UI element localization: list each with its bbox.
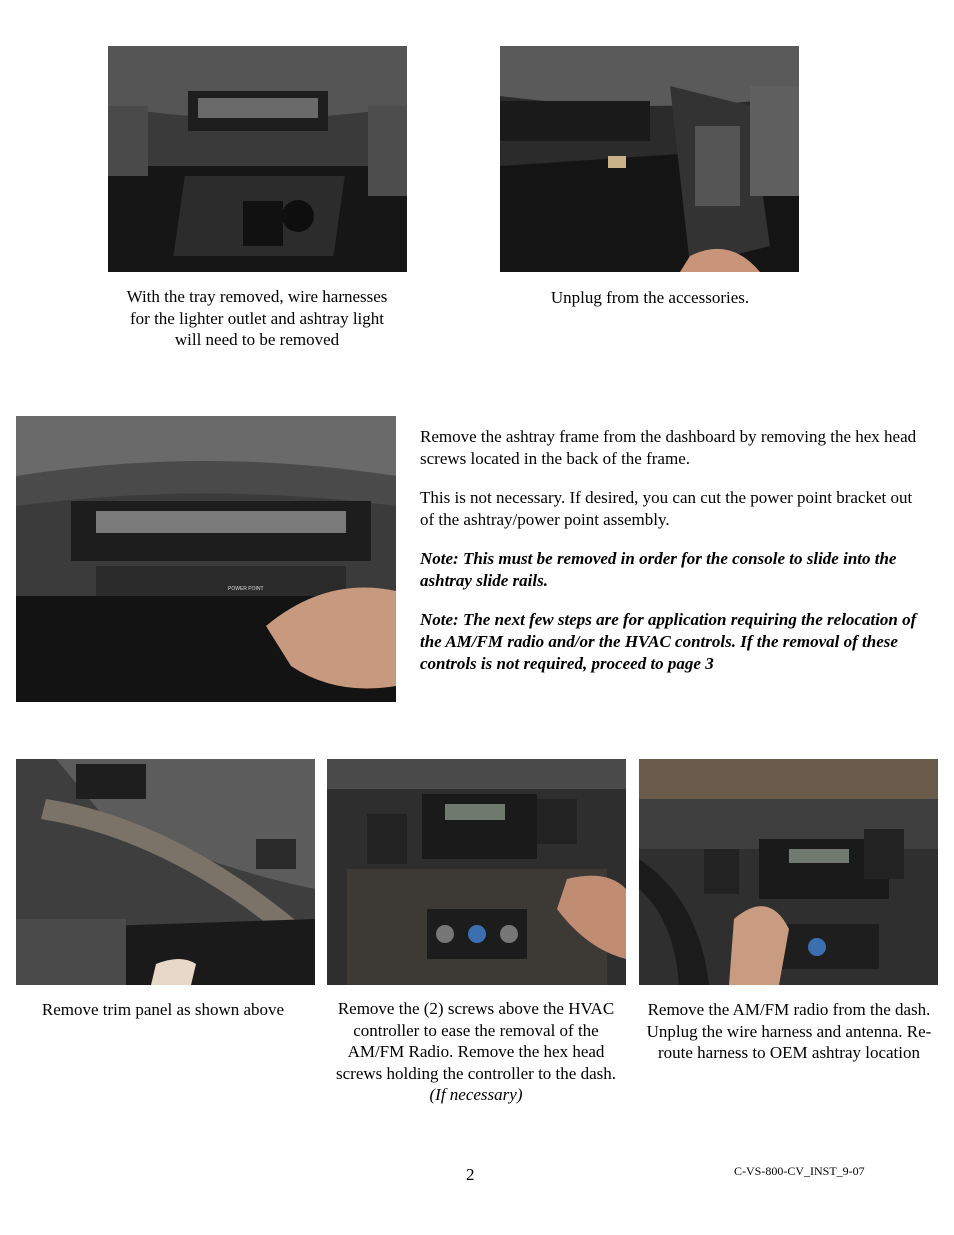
caption-hvac-screws [330,998,622,1106]
document-id: C-VS-800-CV_INST_9-07 [734,1164,865,1178]
photo-trim-panel [16,759,315,985]
instruction-remove-frame: Remove the ashtray frame from the dashboard by removing the hex head screws located in the back of the frame. [420,427,917,468]
note-console-rails: Note: This must be removed in order for the console to slide into the ashtray slide rails. [420,549,897,590]
caption-radio-removal: Remove the AM/FM radio from the dash. Unplug the wire harness and antenna. Re-route harness to OEM ashtray location [646,1000,932,1062]
instruction-optional-cut: This is not necessary. If desired, you can cut the power point bracket out of the ashtray/power point assembly. [420,488,913,529]
photo-ashtray-frame [16,416,396,702]
caption-unplug-accessories: Unplug from the accessories. [550,288,750,307]
photo-unplug-accessories [500,46,799,272]
photo-tray-removed [108,46,407,272]
photo-radio-removal [639,759,938,985]
caption-hvac-screws-main: Remove the (2) screws above the HVAC controller to ease the removal of the AM/FM Radio. Remove the hex head screws holding the controller to the dash. [336,999,616,1083]
photo-hvac-screws [327,759,626,985]
caption-tray-removed: With the tray removed, wire harnesses for the lighter outlet and ashtray light will need to be removed [126,287,388,349]
power-point-label: POWER POINT [228,586,264,592]
page-number: 2 [466,1165,475,1184]
caption-trim-panel: Remove trim panel as shown above [41,1000,285,1019]
note-relocation: Note: The next few steps are for application requiring the relocation of the AM/FM radio and/or the HVAC controls. If the removal of these controls is not required, proceed to page 3 [420,610,917,673]
caption-hvac-screws-optional: (If necessary) [429,1085,523,1104]
